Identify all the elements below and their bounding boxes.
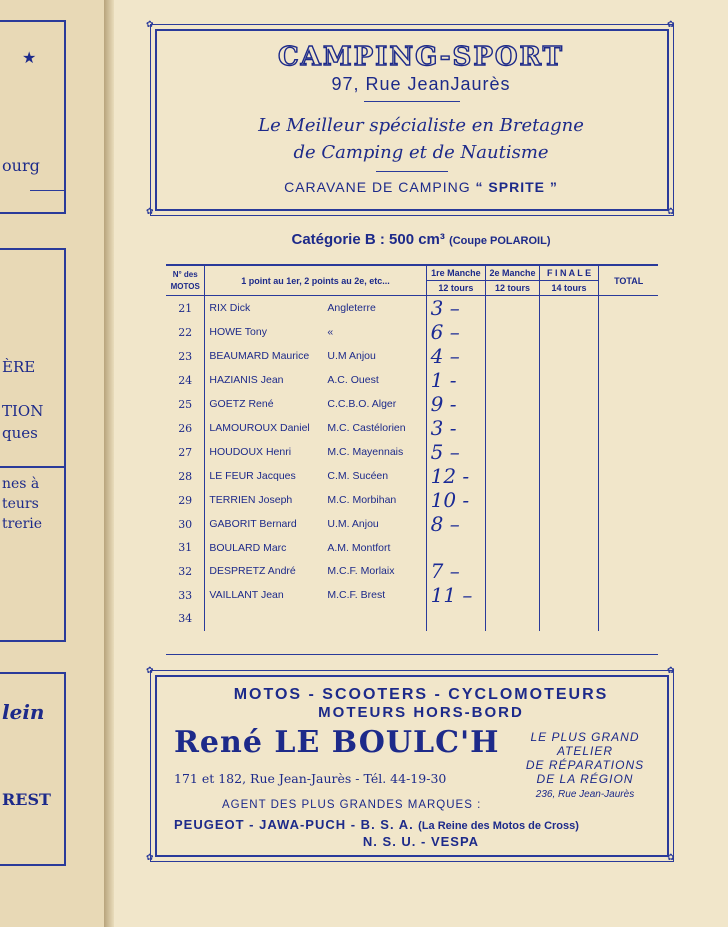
rider-club: M.C.F. Morlaix [327,565,395,578]
workshop-line-3: DE RÉPARATIONS [525,758,645,772]
dealer-last-name: LE BOULC'H [274,725,500,760]
manche-2-score [486,559,540,583]
table-row [166,320,658,344]
table-row [166,536,658,559]
total-score [599,368,658,392]
dealer-address: 171 et 182, Rue Jean-Jaurès - Tél. 44-19-30 [174,771,447,786]
moto-number: 22 [178,325,193,339]
moto-number: 34 [178,612,193,626]
total-score [599,488,658,512]
total-score [599,583,658,607]
moto-number: 28 [178,469,193,483]
rider-club: M.C. Castélorien [327,422,406,434]
finale-score [539,583,599,607]
left-fragment-text: REST [2,790,51,809]
manche-1-score: 4 – [426,344,486,368]
category-title: Catégorie B : 500 cm³ [291,231,445,248]
left-fragment-text: ques [2,424,38,442]
table-row [166,392,658,416]
rider-club: A.C. Ouest [327,374,379,386]
rider-name: GABORIT Bernard [209,518,297,530]
manche-1-score: 8 – [426,512,486,536]
ornament-icon: ✿ [146,206,154,216]
moto-number: 29 [178,493,193,507]
rider-club: M.C.F. Brest [327,589,386,602]
table-row [166,296,658,321]
manche-2-score [486,296,540,321]
rider-cell [205,536,426,559]
table-row [166,559,658,583]
book-spine [104,0,114,927]
manche-2-score [486,583,540,607]
results-table [166,264,658,631]
manche-1-score: 7 – [426,559,486,583]
moto-number: 24 [178,373,193,387]
moto-number: 32 [178,564,193,578]
manche-1-score: 3 – [426,296,486,321]
total-score [599,296,658,321]
rider-cell [205,368,426,392]
finale-score [539,607,599,630]
dealer-name [174,725,500,760]
manche-2-score [486,320,540,344]
rider-cell [205,464,426,488]
header-finale: F I N A L E [539,265,599,281]
rider-club: C.M. Sucéen [327,470,389,482]
manche-2-score [486,607,540,630]
left-fragment-text: ÈRE [2,358,36,376]
table-row [166,344,658,368]
left-fragment-text: nes à [2,476,40,492]
workshop-address: 236, Rue Jean-Jaurès [535,789,635,800]
rider-name: TERRIEN Joseph [209,494,293,506]
header-motos: N° des MOTOS [166,265,205,296]
rider-cell [205,416,426,440]
header-manche-2-laps: 12 tours [486,281,540,296]
header-points: 1 point au 1er, 2 points au 2e, etc... [205,265,426,296]
total-score [599,440,658,464]
table-row [166,416,658,440]
manche-2-score [486,392,540,416]
dealer-agent-line: AGENT DES PLUS GRANDES MARQUES : [222,799,482,811]
manche-1-score: 5 – [426,440,486,464]
total-score [599,416,658,440]
decorative-rule [364,101,460,102]
moto-number: 30 [178,517,193,531]
moto-number: 26 [178,421,193,435]
slogan-line-2: de Camping et de Nautisme [293,142,549,163]
rider-name: HOWE Tony [209,326,267,338]
moto-number: 33 [178,588,193,602]
manche-2-score [486,368,540,392]
rider-cell [205,559,426,583]
table-row [166,440,658,464]
manche-2-score [486,488,540,512]
rider-cell [205,440,426,464]
brands-line-2: N. S. U. - VESPA [362,834,480,849]
program-page [114,0,728,927]
manche-2-score [486,464,540,488]
caravane-line [114,179,728,195]
rider-cell [205,320,426,344]
ornament-icon: ✿ [667,852,675,862]
table-row [166,368,658,392]
shop-address: 97, Rue JeanJaurès [331,74,511,94]
ornament-icon: ✿ [146,852,154,862]
total-score [599,559,658,583]
rider-name: BOULARD Marc [209,541,287,554]
manche-1-score [426,536,486,559]
rider-name: RIX Dick [209,302,251,314]
manche-2-score [486,344,540,368]
rider-club: Angleterre [327,302,376,314]
rider-club: M.C. Morbihan [327,494,397,506]
advert-line-2: MOTEURS HORS-BORD [318,704,524,721]
ornament-icon: ✿ [667,19,675,29]
rider-name: GOETZ René [209,398,274,410]
rider-name: DESPRETZ André [209,565,296,578]
total-score [599,536,658,559]
finale-score [539,559,599,583]
brands-line-1 [174,816,579,834]
moto-number: 25 [178,397,193,411]
manche-2-score [486,416,540,440]
left-fragment-text: teurs [2,496,39,512]
table-row [166,607,658,630]
manche-1-score: 11 – [426,583,486,607]
shop-brand-title: CAMPING-SPORT [277,42,565,72]
rider-club: U.M. Anjou [327,518,379,530]
header-total: TOTAL [599,265,658,296]
manche-1-score: 3 - [426,416,486,440]
dealer-first-name: René [174,725,263,760]
finale-score [539,440,599,464]
table-row [166,464,658,488]
rider-name: LAMOUROUX Daniel [209,422,310,434]
finale-score [539,344,599,368]
ornament-icon: ✿ [146,665,154,675]
table-row [166,583,658,607]
finale-score [539,464,599,488]
total-score [599,512,658,536]
manche-1-score: 10 - [426,488,486,512]
left-rule [30,190,64,191]
total-score [599,464,658,488]
ornament-icon: ✿ [667,206,675,216]
rider-club: U.M Anjou [327,350,376,362]
manche-1-score: 6 – [426,320,486,344]
manche-2-score [486,536,540,559]
finale-score [539,512,599,536]
workshop-line-2: ATELIER [556,744,614,758]
left-rule [0,466,64,468]
workshop-line-4: DE LA RÉGION [536,772,634,786]
header-manche-2: 2e Manche [486,265,540,281]
table-row [166,512,658,536]
star-icon: ★ [22,50,37,67]
header-finale-laps: 14 tours [539,281,599,296]
caravane-prefix: CARAVANE DE CAMPING [284,179,471,195]
left-fragment-text: ourg [2,156,40,175]
finale-score [539,536,599,559]
manche-1-score: 9 - [426,392,486,416]
workshop-line-1: LE PLUS GRAND [530,730,640,744]
table-bottom-rule [166,654,658,655]
finale-score [539,296,599,321]
caravane-brand: “ SPRITE ” [475,179,558,195]
ornament-icon: ✿ [667,665,675,675]
category-subtitle: (Coupe POLAROIL) [449,235,551,247]
left-page-fragment [0,0,105,927]
brands-note: (La Reine des Motos de Cross) [418,820,579,832]
header-manche-1-laps: 12 tours [426,281,486,296]
rider-cell [205,607,426,630]
table-row [166,488,658,512]
advert-line-1: MOTOS - SCOOTERS - CYCLOMOTEURS [233,686,609,703]
rider-name: HAZIANIS Jean [209,374,284,386]
moto-number: 23 [178,349,193,363]
header-manche-1: 1re Manche [426,265,486,281]
rider-cell [205,583,426,607]
manche-1-score: 1 - [426,368,486,392]
rider-name: VAILLANT Jean [209,589,284,602]
rider-cell [205,488,426,512]
slogan-line-1: Le Meilleur spécialiste en Bretagne [258,115,584,136]
rider-cell [205,296,426,321]
decorative-rule [376,171,448,172]
rider-club: A.M. Montfort [327,541,391,554]
rider-cell [205,512,426,536]
manche-2-score [486,512,540,536]
total-score [599,392,658,416]
left-fragment-text: lein [2,700,45,724]
category-heading [114,231,728,248]
moto-number: 31 [178,541,193,555]
total-score [599,344,658,368]
total-score [599,320,658,344]
rider-name: BEAUMARD Maurice [209,350,310,362]
rider-club: « [327,326,334,338]
finale-score [539,488,599,512]
total-score [599,607,658,630]
rider-cell [205,392,426,416]
finale-score [539,320,599,344]
brands-list: PEUGEOT - JAWA-PUCH - B. S. A. [174,817,414,832]
manche-2-score [486,440,540,464]
left-fragment-text: trerie [2,516,43,532]
finale-score [539,392,599,416]
moto-number: 21 [178,301,193,315]
left-fragment-text: TION [2,402,44,420]
left-frame-2 [0,248,66,642]
rider-name: LE FEUR Jacques [209,470,296,482]
results-body [166,296,658,631]
moto-number: 27 [178,445,193,459]
rider-club: C.C.B.O. Alger [327,398,397,410]
finale-score [539,416,599,440]
manche-1-score [426,607,486,630]
rider-club: M.C. Mayennais [327,446,404,458]
rider-cell [205,344,426,368]
rider-name: HOUDOUX Henri [209,446,292,458]
finale-score [539,368,599,392]
manche-1-score: 12 - [426,464,486,488]
ornament-icon: ✿ [146,19,154,29]
